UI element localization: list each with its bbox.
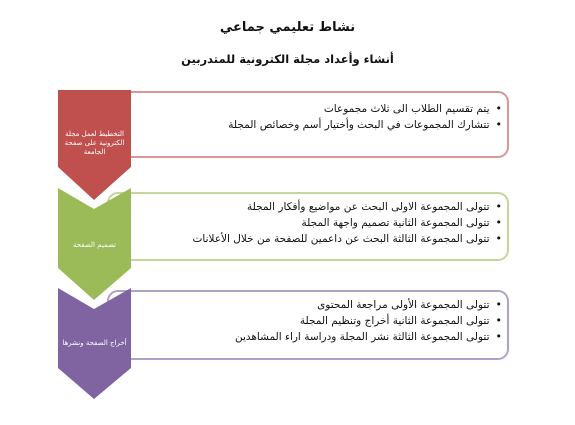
list-item: • تتولى المجموعة الثانية أخراج وتنظيم المجلة [142,313,502,329]
diagram-subtitle: أنشاء وأعداد مجلة الكترونية للمتدربين [181,52,394,66]
list-item: • تتولى المجموعة الثانية تصميم واجهة المجلة [142,215,502,231]
list-item: • تتولى المجموعة الثالثة البحث عن داعمين للصفحة من خلال الأعلانات [142,231,502,247]
stage-3-label: أخراج الصفحة ونشرها [62,339,127,347]
stage-1-list [142,101,502,133]
diagram-title: نشاط تعليمي جماعي [219,20,356,35]
list-item: • تتشارك المجموعات في البحث وأختيار أسم وخصائص المجلة [142,117,502,133]
stage-1-label: التخطيط لعمل مجلة الكترونية على صفحة الجامعة [64,130,125,156]
stage-2-list [142,199,502,247]
list-item: • تتولى المجموعة الأولى مراجعة المحتوى [142,297,502,313]
list-item: • تتولى المجموعة الاولى البحث عن مواضيع وأفكار المجلة [142,199,502,215]
stage-3-list [142,297,502,345]
list-item: • تتولى المجموعة الثالثة نشر المجلة ودراسة اراء المشاهدين [142,329,502,345]
stage-2-label: تصميم الصفحة [72,241,117,249]
list-item: • يتم تقسيم الطلاب الى ثلاث مجموعات [142,101,502,117]
